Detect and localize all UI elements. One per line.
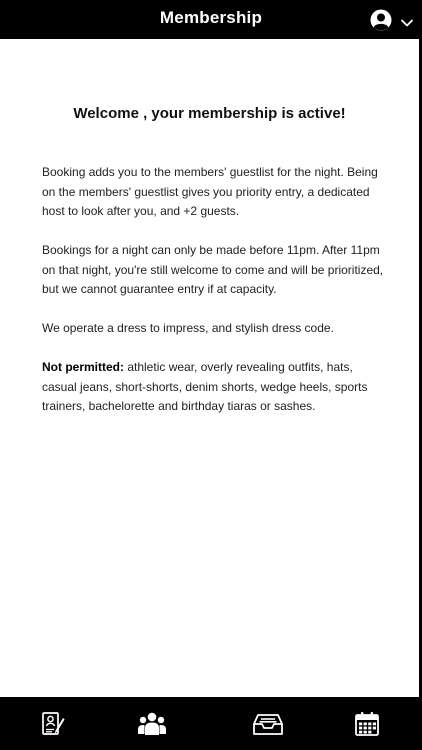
chevron-down-icon xyxy=(400,15,414,25)
booking-paragraph: Booking adds you to the members' guestlist for the night. Being on the members' guestlist gives you priority entry, a dedicated host to look after you, and +2 guests. xyxy=(42,165,378,218)
not-permitted-paragraph xyxy=(42,358,387,417)
user-circle-icon xyxy=(370,9,392,31)
dress-code-paragraph: We operate a dress to impress, and stylish dress code. xyxy=(42,321,334,335)
welcome-heading: Welcome , your membership is active! xyxy=(73,105,346,122)
group-icon xyxy=(137,711,167,737)
bottom-tab-bar xyxy=(0,697,422,750)
tab-membership[interactable] xyxy=(38,709,68,739)
tab-calendar[interactable] xyxy=(352,709,382,739)
page-title: Membership xyxy=(159,8,263,27)
header-bar xyxy=(0,0,422,39)
tab-inbox[interactable] xyxy=(253,709,283,739)
main-content xyxy=(0,39,419,697)
inbox-icon xyxy=(253,711,283,737)
not-permitted-text: athletic wear, overly revealing outfits, hats, casual jeans, short-shorts, denim shorts, wedge heels, sports trainers, bachelorette and birthday tiaras or sashes. xyxy=(42,360,368,413)
calendar-icon xyxy=(354,711,380,737)
booking-time-paragraph: Bookings for a night can only be made before 11pm. After 11pm on that night, you're still welcome to come and will be prioritized, but we cannot guarantee entry if at capacity. xyxy=(42,243,384,296)
not-permitted-label: Not permitted: xyxy=(42,360,124,374)
account-menu-button[interactable] xyxy=(370,7,416,33)
tab-members[interactable] xyxy=(137,709,167,739)
membership-card-icon xyxy=(40,711,66,737)
